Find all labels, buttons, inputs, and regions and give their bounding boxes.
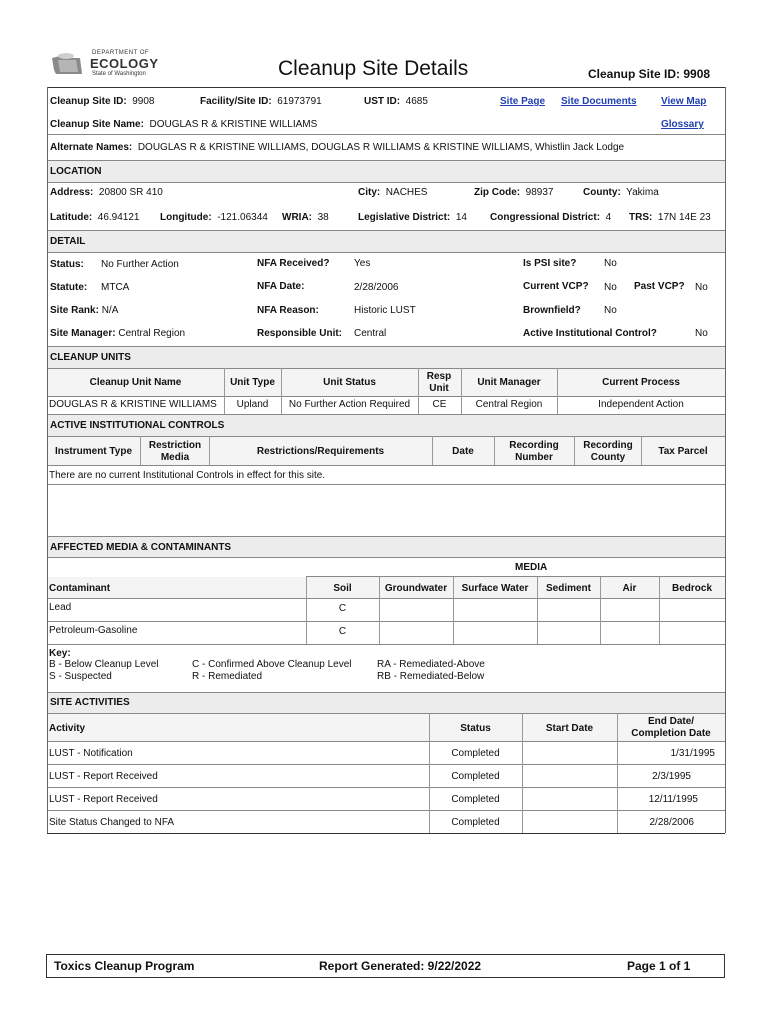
media-row-contaminant: Lead (49, 602, 72, 613)
ust-id (364, 96, 428, 107)
trs-value: 17N 14E 23 (657, 212, 711, 223)
footer-program: Toxics Cleanup Program (54, 959, 195, 973)
cu-header-resp-unit: Resp Unit (426, 371, 452, 394)
nfa-received-label: NFA Received? (257, 258, 330, 269)
cleanup-units-section-title: CLEANUP UNITS (50, 352, 131, 363)
media-header-surface-water: Surface Water (461, 583, 529, 594)
county-value: Yakima (626, 187, 659, 198)
location-section-title: LOCATION (50, 166, 102, 177)
cleanup-site-id-value: 9908 (132, 96, 155, 107)
cu-header-manager: Unit Manager (477, 377, 541, 388)
cu-row-manager: Central Region (475, 399, 543, 410)
current-vcp-value: No (604, 282, 617, 293)
ic-header-instrument: Instrument Type (54, 446, 133, 457)
media-row-soil: C (338, 626, 347, 637)
media-header-air: Air (622, 583, 637, 594)
cu-header-type: Unit Type (230, 377, 275, 388)
current-vcp-label: Current VCP? (523, 281, 589, 292)
act-row-activity: LUST - Report Received (49, 794, 158, 805)
statute-label: Statute: (50, 282, 88, 293)
rank-label: Site Rank: (50, 305, 99, 316)
zip-code (474, 187, 553, 198)
manager-label: Site Manager: (50, 328, 116, 339)
ust-id-label: UST ID: (364, 96, 401, 107)
act-row-status: Completed (451, 794, 500, 805)
logo-line2: ECOLOGY (90, 56, 159, 71)
longitude-label: Longitude: (160, 212, 212, 223)
act-row-status: Completed (451, 817, 500, 828)
nfa-date-label: NFA Date: (257, 281, 305, 292)
act-row-status: Completed (451, 748, 500, 759)
congressional-district (490, 212, 611, 223)
congressional-label: Congressional District: (490, 212, 601, 223)
ic-section-title: ACTIVE INSTITUTIONAL CONTROLS (50, 420, 225, 431)
latitude (50, 212, 140, 223)
nfa-date-value: 2/28/2006 (354, 282, 399, 293)
cleanup-site-id (50, 96, 155, 107)
logo-line1: DEPARTMENT OF (92, 50, 150, 56)
cu-header-process: Current Process (602, 377, 680, 388)
media-header-sediment: Sediment (545, 583, 591, 594)
key-s: S - Suspected (49, 671, 112, 682)
key-title: Key: (49, 648, 71, 659)
key-r: R - Remediated (192, 671, 263, 682)
act-row-activity: LUST - Notification (49, 748, 133, 759)
site-page-link[interactable]: Site Page (500, 96, 546, 107)
county (583, 187, 659, 198)
responsible-unit-value: Central (354, 328, 387, 339)
cu-header-status: Unit Status (323, 377, 376, 388)
status-value: No Further Action (101, 259, 179, 270)
logo-line3: State of Washington (92, 71, 146, 77)
key-c: C - Confirmed Above Cleanup Level (192, 659, 352, 670)
past-vcp-value: No (695, 282, 708, 293)
psi-label: Is PSI site? (523, 258, 577, 269)
key-ra: RA - Remediated-Above (377, 659, 485, 670)
brownfield-label: Brownfield? (523, 305, 581, 316)
cu-row-status: No Further Action Required (288, 399, 411, 410)
activities-section-title: SITE ACTIVITIES (50, 697, 130, 708)
responsible-unit-label: Responsible Unit: (257, 328, 343, 339)
manager-value: Central Region (118, 328, 186, 339)
legislative-district (358, 212, 467, 223)
facility-site-id-label: Facility/Site ID: (200, 96, 272, 107)
address (50, 187, 163, 198)
footer-bar (46, 954, 725, 978)
detail-section-title: DETAIL (50, 236, 86, 247)
key-b: B - Below Cleanup Level (49, 659, 159, 670)
trs-label: TRS: (629, 212, 653, 223)
act-header-start: Start Date (545, 723, 594, 734)
media-group-label: MEDIA (515, 562, 548, 573)
wria (282, 212, 329, 223)
congressional-value: 4 (605, 212, 612, 223)
city-label: City: (358, 187, 381, 198)
ecology-logo (50, 50, 159, 80)
brownfield-value: No (604, 305, 617, 316)
statute-value: MTCA (101, 282, 130, 293)
active-ic-value: No (695, 328, 708, 339)
media-row-contaminant: Petroleum-Gasoline (49, 625, 138, 636)
psi-value: No (604, 258, 617, 269)
ic-header-restriction-media: Restriction Media (148, 440, 202, 463)
ic-note: There are no current Institutional Controls in effect for this site. (49, 470, 326, 481)
act-row-activity: LUST - Report Received (49, 771, 158, 782)
media-header-groundwater: Groundwater (384, 583, 448, 594)
cleanup-site-id-label: Cleanup Site ID: (50, 96, 127, 107)
cu-row-resp-unit: CE (432, 399, 447, 410)
cu-row-type: Upland (236, 399, 269, 410)
act-row-end: 2/28/2006 (649, 817, 694, 828)
cleanup-units-header-bar (47, 346, 725, 368)
nfa-reason-label: NFA Reason: (257, 305, 319, 316)
active-ic-label: Active Institutional Control? (523, 328, 657, 339)
act-header-end: End Date/ Completion Date (631, 716, 711, 739)
footer-page: Page 1 of 1 (627, 959, 691, 973)
wria-label: WRIA: (282, 212, 312, 223)
page-title: Cleanup Site Details (278, 57, 469, 80)
activities-header-bar (47, 692, 725, 713)
alternate-names (50, 142, 624, 153)
facility-site-id (200, 96, 322, 107)
act-row-end: 2/3/1995 (652, 771, 691, 782)
legislative-label: Legislative District: (358, 212, 451, 223)
media-header-bedrock: Bedrock (671, 583, 712, 594)
address-label: Address: (50, 187, 94, 198)
latitude-value: 46.94121 (97, 212, 140, 223)
trs (629, 212, 711, 223)
washington-state-icon (50, 52, 94, 80)
media-row-soil: C (338, 603, 347, 614)
cleanup-site-name (50, 119, 317, 130)
header-site-id: Cleanup Site ID: 9908 (588, 67, 711, 81)
cu-row-process: Independent Action (598, 399, 684, 410)
site-name-value: DOUGLAS R & KRISTINE WILLIAMS (149, 119, 318, 130)
location-header-bar (47, 160, 725, 182)
alternate-names-value: DOUGLAS R & KRISTINE WILLIAMS, DOUGLAS R WILLIAMS & KRISTINE WILLIAMS, Whistlin Jack Lodge (137, 142, 625, 153)
act-row-status: Completed (451, 771, 500, 782)
media-section-title: AFFECTED MEDIA & CONTAMINANTS (50, 542, 232, 553)
ic-header-recording-number: Recording Number (509, 440, 559, 463)
cu-header-name: Cleanup Unit Name (89, 377, 182, 388)
media-header-soil: Soil (333, 583, 352, 594)
city (358, 187, 427, 198)
longitude (160, 212, 268, 223)
footer-generated: Report Generated: 9/22/2022 (319, 959, 482, 973)
cu-row-name: DOUGLAS R & KRISTINE WILLIAMS (49, 399, 217, 410)
alternate-names-label: Alternate Names: (50, 142, 133, 153)
latitude-label: Latitude: (50, 212, 93, 223)
rank-value: N/A (101, 305, 119, 316)
detail-header-bar (47, 230, 725, 252)
ic-header-restrictions: Restrictions/Requirements (256, 446, 385, 457)
status-label: Status: (50, 259, 84, 270)
site-rank (50, 305, 118, 316)
city-value: NACHES (385, 187, 428, 198)
act-row-end: 12/11/1995 (648, 794, 698, 805)
ust-id-value: 4685 (405, 96, 428, 107)
site-name-label: Cleanup Site Name: (50, 119, 144, 130)
activities-column-bar (47, 714, 725, 741)
zip-value: 98937 (525, 187, 554, 198)
act-header-status: Status (460, 723, 491, 734)
media-header-contaminant: Contaminant (49, 583, 111, 594)
act-header-activity: Activity (49, 723, 86, 734)
longitude-value: -121.06344 (217, 212, 268, 223)
ic-header-date: Date (452, 446, 474, 457)
ic-header-tax-parcel: Tax Parcel (658, 446, 708, 457)
site-documents-link[interactable]: Site Documents (561, 96, 637, 107)
site-manager (50, 328, 185, 339)
past-vcp-label: Past VCP? (634, 281, 685, 292)
glossary-link[interactable]: Glossary (661, 119, 704, 130)
county-label: County: (583, 187, 621, 198)
view-map-link[interactable]: View Map (661, 96, 707, 107)
act-row-end: 1/31/1995 (670, 748, 715, 759)
address-value: 20800 SR 410 (98, 187, 163, 198)
zip-label: Zip Code: (474, 187, 521, 198)
act-row-activity: Site Status Changed to NFA (49, 817, 175, 828)
legislative-value: 14 (455, 212, 467, 223)
facility-site-id-value: 61973791 (277, 96, 322, 107)
ic-header-recording-county: Recording County (583, 440, 633, 463)
key-rb: RB - Remediated-Below (377, 671, 485, 682)
wria-value: 38 (317, 212, 329, 223)
nfa-reason-value: Historic LUST (354, 305, 416, 316)
nfa-received-value: Yes (354, 258, 371, 269)
